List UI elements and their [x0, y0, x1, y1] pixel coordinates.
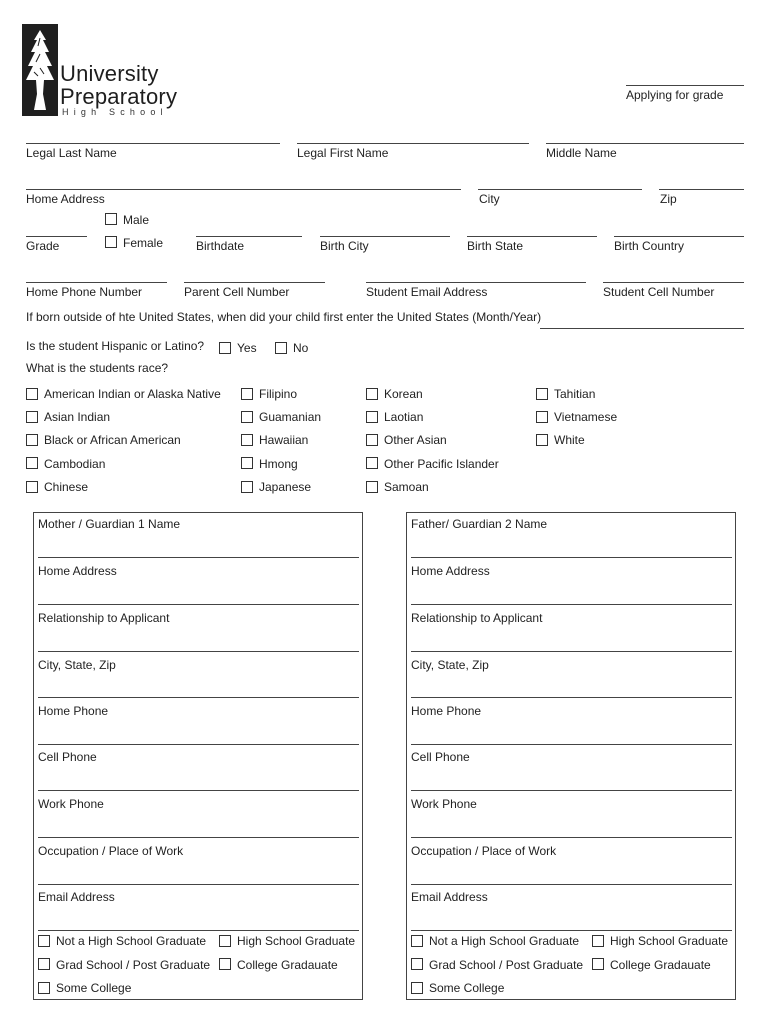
guardian2-cell-phone-label: Cell Phone	[411, 750, 470, 764]
birth-city-field[interactable]	[320, 236, 450, 237]
middle-name-label: Middle Name	[546, 146, 617, 160]
guardian1-edu-not-hs-label: Not a High School Graduate	[56, 934, 207, 948]
birth-state-label: Birth State	[467, 239, 524, 253]
guardian2-home-phone-field[interactable]	[411, 744, 732, 745]
middle-name-field[interactable]	[546, 143, 744, 144]
legal-last-name-label: Legal Last Name	[26, 146, 117, 160]
race-option-label: Japanese	[259, 480, 312, 494]
race-option-label: Asian Indian	[44, 410, 111, 424]
applying-grade-label: Applying for grade	[626, 88, 724, 102]
race-checkbox[interactable]	[26, 434, 38, 446]
guardian1-city-label: City, State, Zip	[38, 658, 116, 672]
race-option-label: Guamanian	[259, 410, 322, 424]
race-option-label: White	[554, 433, 585, 447]
race-checkbox[interactable]	[366, 434, 378, 446]
guardian2-edu-not-hs-label: Not a High School Graduate	[429, 934, 580, 948]
guardian2-relationship-field[interactable]	[411, 651, 732, 652]
race-option-label: Other Asian	[384, 433, 447, 447]
guardian1-edu-college-checkbox[interactable]	[219, 958, 231, 970]
guardian1-cell-phone-label: Cell Phone	[38, 750, 97, 764]
guardian2-edu-not-hs-checkbox[interactable]	[411, 935, 423, 947]
race-option-label: Black or African American	[44, 433, 181, 447]
born-outside-label: If born outside of hte United States, when did your child first enter the United States (Month/Year)	[26, 310, 542, 324]
guardian1-relationship-field[interactable]	[38, 651, 359, 652]
race-checkbox[interactable]	[26, 457, 38, 469]
guardian1-edu-not-hs-checkbox[interactable]	[38, 935, 50, 947]
student-email-label: Student Email Address	[366, 285, 488, 299]
guardian1-address-label: Home Address	[38, 564, 117, 578]
birth-country-field[interactable]	[614, 236, 744, 237]
guardian2-email-field[interactable]	[411, 930, 732, 931]
race-option-label: Hmong	[259, 457, 298, 471]
race-option-label: Cambodian	[44, 457, 106, 471]
race-option-label: Tahitian	[554, 387, 596, 401]
race-checkbox[interactable]	[241, 434, 253, 446]
female-checkbox[interactable]	[105, 236, 117, 248]
race-checkbox[interactable]	[366, 457, 378, 469]
guardian1-email-label: Email Address	[38, 890, 115, 904]
hispanic-question: Is the student Hispanic or Latino?	[26, 339, 205, 353]
guardian2-work-phone-label: Work Phone	[411, 797, 477, 811]
race-checkbox[interactable]	[366, 411, 378, 423]
race-checkbox[interactable]	[536, 411, 548, 423]
zip-label: Zip	[660, 192, 677, 206]
guardian1-edu-grad-checkbox[interactable]	[38, 958, 50, 970]
guardian1-address-field[interactable]	[38, 604, 359, 605]
race-checkbox[interactable]	[241, 411, 253, 423]
entry-date-field[interactable]	[540, 328, 744, 329]
guardian1-edu-grad-label: Grad School / Post Graduate	[56, 958, 211, 972]
race-option-label: Laotian	[384, 410, 424, 424]
guardian1-work-phone-field[interactable]	[38, 837, 359, 838]
legal-first-name-label: Legal First Name	[297, 146, 389, 160]
race-checkbox[interactable]	[241, 457, 253, 469]
logo-text-university: University	[60, 61, 159, 86]
student-email-field[interactable]	[366, 282, 586, 283]
student-cell-field[interactable]	[603, 282, 744, 283]
parent-cell-field[interactable]	[184, 282, 325, 283]
legal-first-name-field[interactable]	[297, 143, 529, 144]
guardian2-city-field[interactable]	[411, 697, 732, 698]
guardian1-occupation-field[interactable]	[38, 884, 359, 885]
guardian2-address-label: Home Address	[411, 564, 490, 578]
guardian2-edu-some-label: Some College	[429, 981, 505, 995]
logo-text-preparatory: Preparatory	[60, 84, 178, 109]
guardian1-email-field[interactable]	[38, 930, 359, 931]
legal-last-name-field[interactable]	[26, 143, 280, 144]
race-checkbox[interactable]	[366, 388, 378, 400]
birthdate-label: Birthdate	[196, 239, 245, 253]
guardian2-home-phone-label: Home Phone	[411, 704, 482, 718]
home-phone-label: Home Phone Number	[26, 285, 143, 299]
race-checkbox[interactable]	[241, 388, 253, 400]
guardian1-name-field[interactable]	[38, 557, 359, 558]
student-cell-label: Student Cell Number	[603, 285, 715, 299]
home-address-label: Home Address	[26, 192, 105, 206]
female-label: Female	[123, 236, 164, 250]
guardian1-relationship-label: Relationship to Applicant	[38, 611, 170, 625]
redwood-tree-icon	[22, 24, 58, 116]
guardian2-relationship-label: Relationship to Applicant	[411, 611, 543, 625]
guardian2-city-label: City, State, Zip	[411, 658, 489, 672]
guardian2-edu-college-label: College Gradauate	[610, 958, 711, 972]
hispanic-yes-checkbox[interactable]	[219, 342, 231, 354]
city-field[interactable]	[478, 189, 642, 190]
hispanic-no-checkbox[interactable]	[275, 342, 287, 354]
guardian2-email-label: Email Address	[411, 890, 488, 904]
birth-state-field[interactable]	[467, 236, 597, 237]
race-option-label: American Indian or Alaska Native	[44, 387, 221, 401]
guardian2-edu-grad-label: Grad School / Post Graduate	[429, 958, 584, 972]
guardian2-name-field[interactable]	[411, 557, 732, 558]
guardian2-name-label: Father/ Guardian 2 Name	[411, 517, 548, 531]
birthdate-field[interactable]	[196, 236, 302, 237]
race-option-label: Korean	[384, 387, 423, 401]
guardian2-edu-hs-label: High School Graduate	[610, 934, 729, 948]
guardian1-edu-some-label: Some College	[56, 981, 132, 995]
race-checkbox[interactable]	[26, 388, 38, 400]
guardian2-edu-hs-checkbox[interactable]	[592, 935, 604, 947]
guardian2-occupation-label: Occupation / Place of Work	[411, 844, 557, 858]
race-option-label: Chinese	[44, 480, 89, 494]
guardian1-occupation-label: Occupation / Place of Work	[38, 844, 184, 858]
male-label: Male	[123, 213, 150, 227]
race-checkbox[interactable]	[536, 388, 548, 400]
guardian1-edu-some-checkbox[interactable]	[38, 982, 50, 994]
grade-field[interactable]	[26, 236, 87, 237]
race-option-label: Other Pacific Islander	[384, 457, 499, 471]
guardian1-city-field[interactable]	[38, 697, 359, 698]
grade-label: Grade	[26, 239, 60, 253]
race-checkbox[interactable]	[366, 481, 378, 493]
guardian1-edu-college-label: College Gradauate	[237, 958, 338, 972]
guardian2-edu-some-checkbox[interactable]	[411, 982, 423, 994]
guardian2-work-phone-field[interactable]	[411, 837, 732, 838]
race-option-label: Vietnamese	[554, 410, 618, 424]
birth-city-label: Birth City	[320, 239, 369, 253]
parent-cell-label: Parent Cell Number	[184, 285, 290, 299]
guardian1-edu-hs-label: High School Graduate	[237, 934, 356, 948]
race-option-label: Hawaiian	[259, 433, 309, 447]
guardian1-edu-hs-checkbox[interactable]	[219, 935, 231, 947]
race-option-label: Filipino	[259, 387, 298, 401]
guardian1-home-phone-label: Home Phone	[38, 704, 109, 718]
home-address-field[interactable]	[26, 189, 461, 190]
race-question: What is the students race?	[26, 361, 169, 375]
guardian2-address-field[interactable]	[411, 604, 732, 605]
guardian2-edu-college-checkbox[interactable]	[592, 958, 604, 970]
guardian2-occupation-field[interactable]	[411, 884, 732, 885]
guardian2-cell-phone-field[interactable]	[411, 790, 732, 791]
zip-field[interactable]	[659, 189, 744, 190]
home-phone-field[interactable]	[26, 282, 167, 283]
race-checkbox[interactable]	[26, 411, 38, 423]
guardian1-cell-phone-field[interactable]	[38, 790, 359, 791]
hispanic-yes-label: Yes	[237, 341, 257, 355]
guardian1-home-phone-field[interactable]	[38, 744, 359, 745]
race-checkbox[interactable]	[241, 481, 253, 493]
race-checkbox[interactable]	[536, 434, 548, 446]
hispanic-no-label: No	[293, 341, 309, 355]
male-checkbox[interactable]	[105, 213, 117, 225]
birth-country-label: Birth Country	[614, 239, 685, 253]
logo-text-high-school: High School	[62, 107, 168, 117]
guardian1-name-label: Mother / Guardian 1 Name	[38, 517, 181, 531]
applying-grade-field[interactable]	[626, 85, 744, 86]
guardian1-work-phone-label: Work Phone	[38, 797, 104, 811]
race-checkbox[interactable]	[26, 481, 38, 493]
city-label: City	[479, 192, 500, 206]
guardian2-edu-grad-checkbox[interactable]	[411, 958, 423, 970]
race-option-label: Samoan	[384, 480, 429, 494]
